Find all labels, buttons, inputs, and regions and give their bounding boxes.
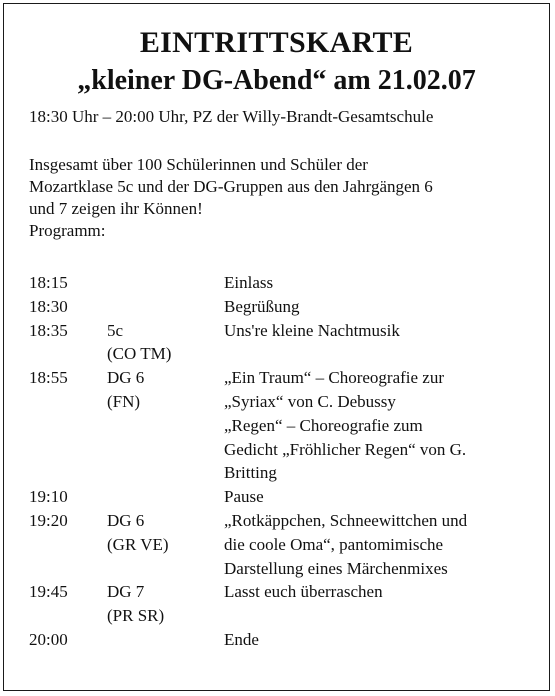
schedule-group xyxy=(107,319,224,367)
ticket-frame xyxy=(3,3,550,691)
intro-line: Mozartklase 5c und der DG-Gruppen aus den Jahrgängen 6 xyxy=(29,177,433,196)
schedule-row xyxy=(29,295,539,319)
schedule-group xyxy=(107,366,224,485)
schedule-group xyxy=(107,271,224,295)
intro-line: und 7 zeigen ihr Können! xyxy=(29,199,203,218)
schedule-act xyxy=(224,319,539,367)
schedule-time: 19:20 xyxy=(29,510,68,530)
schedule-act-line: Britting xyxy=(224,463,277,483)
program-schedule xyxy=(29,271,539,652)
schedule-act-line: Gedicht „Fröhlicher Regen“ von G. xyxy=(224,439,467,459)
schedule-act xyxy=(224,485,539,509)
schedule-act-line: Pause xyxy=(224,487,264,507)
schedule-group-line: DG 7 xyxy=(107,582,145,602)
schedule-group-line: 5c xyxy=(107,320,124,340)
schedule-group-line: DG 6 xyxy=(107,368,145,388)
schedule-act-line: Ende xyxy=(224,629,259,649)
schedule-row xyxy=(29,485,539,509)
schedule-group-line: (PR SR) xyxy=(107,606,165,626)
schedule-act-line: Uns're kleine Nachtmusik xyxy=(224,320,400,340)
schedule-act-line: „Regen“ – Choreografie zum xyxy=(224,415,423,435)
schedule-row xyxy=(29,628,539,652)
schedule-act xyxy=(224,509,539,580)
schedule-act-line: Begrüßung xyxy=(224,296,300,316)
schedule-time: 18:15 xyxy=(29,273,68,292)
schedule-group xyxy=(107,509,224,580)
schedule-row xyxy=(29,271,539,295)
schedule-time: 18:35 xyxy=(29,320,68,340)
schedule-group-line: DG 6 xyxy=(107,510,145,530)
schedule-group xyxy=(107,580,224,628)
schedule-time: 20:00 xyxy=(29,629,68,649)
schedule-row xyxy=(29,580,539,628)
schedule-act xyxy=(224,628,539,652)
schedule-group-line: (CO TM) xyxy=(107,344,172,364)
schedule-act xyxy=(224,580,539,628)
intro-line: Insgesamt über 100 Schülerinnen und Schüler der xyxy=(29,155,368,174)
schedule-act-line: „Ein Traum“ – Choreografie zur xyxy=(224,368,444,388)
schedule-time: 18:55 xyxy=(29,368,68,388)
schedule-act-line: die coole Oma“, pantomimische xyxy=(224,534,444,554)
event-subtitle: „kleiner DG-Abend“ am 21.02.07 xyxy=(77,65,476,96)
schedule-act-line: Einlass xyxy=(224,273,274,292)
time-and-place: 18:30 Uhr – 20:00 Uhr, PZ der Willy-Brandt-Gesamtschule xyxy=(29,107,434,126)
schedule-time: 18:30 xyxy=(29,296,68,316)
schedule-act-line: Darstellung eines Märchenmixes xyxy=(224,558,448,578)
schedule-act-line: Lasst euch überraschen xyxy=(224,582,383,602)
schedule-act xyxy=(224,366,539,485)
schedule-act-line: „Rotkäppchen, Schneewittchen und xyxy=(224,510,468,530)
schedule-group-line: (FN) xyxy=(107,391,141,411)
schedule-group-line: (GR VE) xyxy=(107,534,169,554)
schedule-act xyxy=(224,295,539,319)
schedule-group xyxy=(107,295,224,319)
schedule-time: 19:45 xyxy=(29,582,68,602)
schedule-row xyxy=(29,319,539,367)
program-label: Programm: xyxy=(29,221,106,240)
schedule-group xyxy=(107,485,224,509)
schedule-row xyxy=(29,366,539,485)
ticket-title: EINTRITTSKARTE xyxy=(139,26,414,59)
schedule-row xyxy=(29,509,539,580)
schedule-act xyxy=(224,271,539,295)
schedule-time: 19:10 xyxy=(29,487,68,507)
schedule-act-line: „Syriax“ von C. Debussy xyxy=(224,391,396,411)
schedule-group xyxy=(107,628,224,652)
intro-paragraph xyxy=(29,154,539,220)
